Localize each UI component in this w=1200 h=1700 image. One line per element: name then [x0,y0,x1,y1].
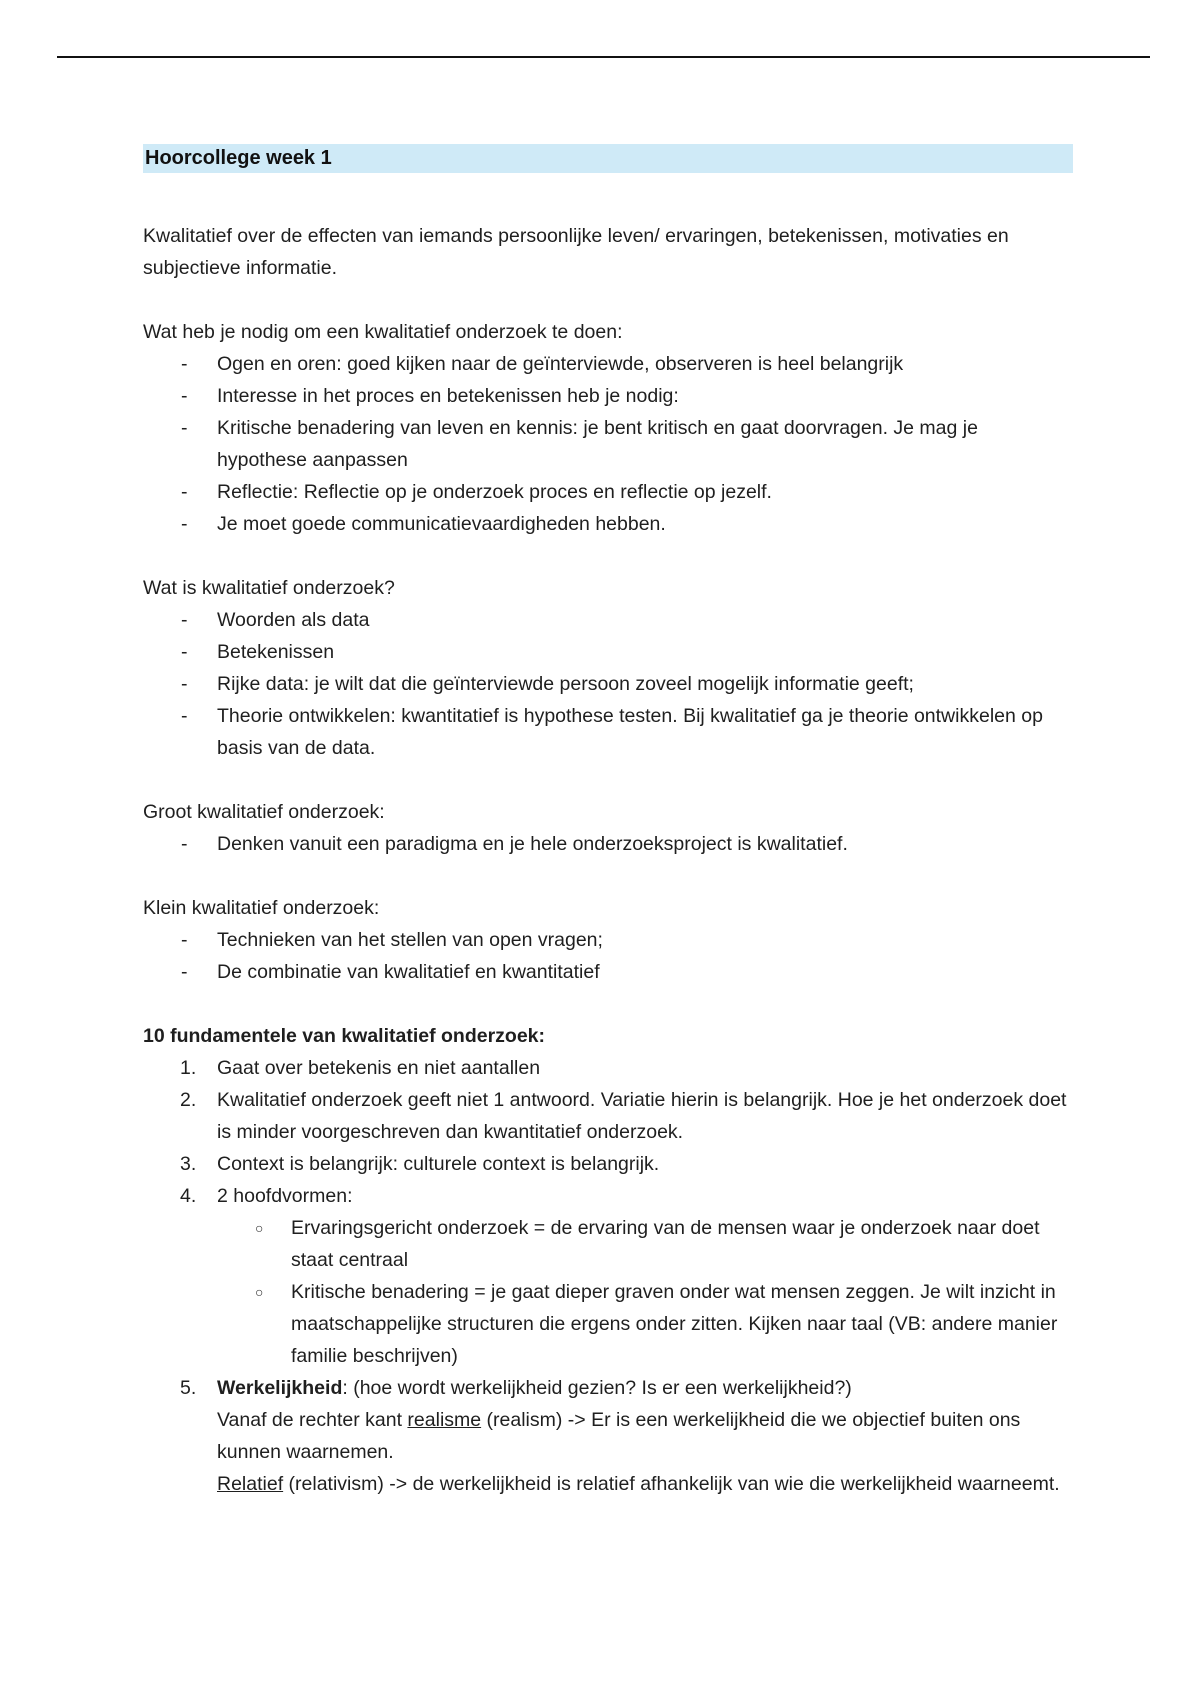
list-item: - Woorden als data [143,604,1073,636]
item-number: 3. [180,1153,197,1175]
list-item: - Theorie ontwikkelen: kwantitatief is hypothese testen. Bij kwalitatief ga je theorie ontwikkelen op basis van de data. [143,700,1073,764]
realisme-term: realisme [407,1409,482,1431]
numbered-item [143,1084,1073,1148]
needs-title: Wat heb je nodig om een kwalitatief onderzoek te doen: [143,321,623,343]
list-item: - Technieken van het stellen van open vragen; [143,924,1073,956]
fundamentals-title: 10 fundamentele van kwalitatief onderzoek: [143,1025,546,1047]
sub-list [217,1212,1073,1372]
item-number: 2. [180,1089,197,1111]
list-item: - Je moet goede communicatievaardigheden hebben. [143,508,1073,540]
item-text: 2 hoofdvormen: [217,1185,353,1207]
realisme-prefix: Vanaf de rechter kant [217,1409,408,1431]
item-number: 4. [180,1185,197,1207]
groot-title: Groot kwalitatief onderzoek: [143,801,385,823]
list-item: - Interesse in het proces en betekenissen heb je nodig: [143,380,1073,412]
item-text: Gaat over betekenis en niet aantallen [217,1057,541,1079]
numbered-item [143,1052,1073,1084]
what-title: Wat is kwalitatief onderzoek? [143,577,395,599]
numbered-item [143,1148,1073,1180]
document-page [143,144,1073,1500]
sub-list-item: ○ Ervaringsgericht onderzoek = de ervaring van de mensen waar je onderzoek naar doet staat centraal [217,1212,1073,1276]
klein-title: Klein kwalitatief onderzoek: [143,897,380,919]
intro-paragraph: Kwalitatief over de effecten van iemands persoonlijke leven/ ervaringen, betekenissen, motivaties en subjectieve informatie. [143,225,1009,279]
item-text: Kwalitatief onderzoek geeft niet 1 antwoord. Variatie hierin is belangrijk. Hoe je het onderzoek doet is minder voorgeschreven dan kwantitatief onderzoek. [217,1089,1067,1143]
list-item: - Denken vanuit een paradigma en je hele onderzoeksproject is kwalitatief. [143,828,1073,860]
top-rule [57,56,1150,58]
list-item: - Rijke data: je wilt dat die geïnterviewde persoon zoveel mogelijk informatie geeft; [143,668,1073,700]
list-item: - Reflectie: Reflectie op je onderzoek proces en reflectie op jezelf. [143,476,1073,508]
item-number: 1. [180,1057,197,1079]
item-number: 5. [180,1377,197,1399]
werkelijkheid-term: Werkelijkheid [217,1377,343,1399]
numbered-item [143,1372,1073,1500]
what-list [143,604,1073,764]
list-item: - Betekenissen [143,636,1073,668]
fundamentals-list [143,1052,1073,1500]
numbered-item [143,1180,1073,1372]
list-item: - De combinatie van kwalitatief en kwantitatief [143,956,1073,988]
relatief-term: Relatief [217,1473,284,1495]
relatief-text: (relativism) -> de werkelijkheid is relatief afhankelijk van wie die werkelijkheid waarneemt. [283,1473,1060,1495]
item-text: : (hoe wordt werkelijkheid gezien? Is er een werkelijkheid?) [342,1377,852,1399]
realisme-text: (realism) -> Er is een werkelijkheid die we objectief buiten ons kunnen waarnemen. [217,1409,1021,1463]
groot-list [143,828,1073,860]
page-title: Hoorcollege week 1 [143,144,1073,173]
needs-list [143,348,1073,540]
list-item: - Ogen en oren: goed kijken naar de geïnterviewde, observeren is heel belangrijk [143,348,1073,380]
list-item: - Kritische benadering van leven en kennis: je bent kritisch en gaat doorvragen. Je mag je hypothese aanpassen [143,412,1073,476]
sub-list-item: ○ Kritische benadering = je gaat dieper graven onder wat mensen zeggen. Je wilt inzicht in maatschappelijke structuren die ergens onder zitten. Kijken naar taal (VB: andere manier familie beschrijven) [217,1276,1073,1372]
item-text: Context is belangrijk: culturele context is belangrijk. [217,1153,660,1175]
klein-list [143,924,1073,988]
